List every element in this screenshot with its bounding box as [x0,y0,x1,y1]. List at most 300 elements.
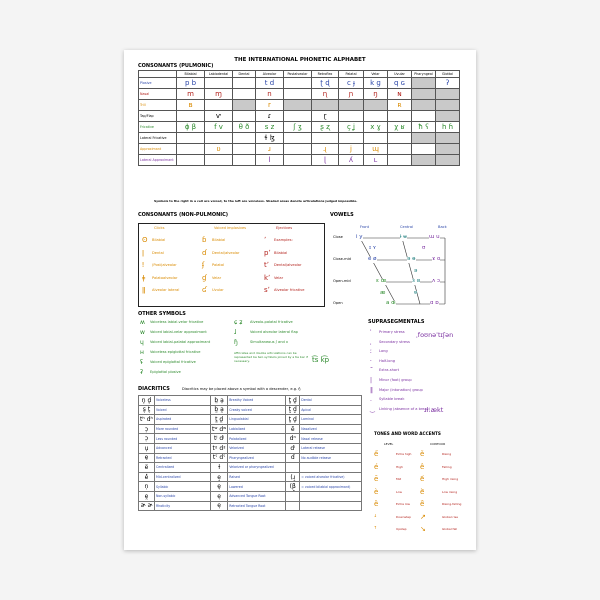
tie-bar-example: t͡s k͡p [312,356,330,364]
ipa-cell [233,155,256,166]
diacritic-label: Nasalized [300,424,362,434]
np-symbol: ǂ [142,273,146,282]
column-header: Velar [364,71,388,78]
np-col-head: Ejectives [276,226,293,230]
np-label: Palatal [212,263,225,267]
ipa-cell: ʎ [339,155,364,166]
diacritic-label: Pharyngealized [228,453,286,463]
diacritic-example: tˠ dˠ [211,443,228,453]
pulmonic-table [138,70,460,166]
tone-label: Rising-falling [442,502,462,506]
diacritic-label: Retracted [155,453,211,463]
diacritic-example: e̠ [139,453,155,463]
supra-label: Linking (absence of a break) [379,406,431,411]
ipa-cell: χ ʁ [388,122,412,133]
vowel-symbol: ɯ u [429,234,440,240]
supra-symbol: ˈ [370,329,372,336]
diacritic-row [139,472,362,482]
vowel-symbol: ɨ ʉ [400,234,407,240]
np-symbol: pʼ [264,248,271,257]
ipa-cell [205,133,233,144]
np-label: Uvular [212,288,224,292]
other-label: Voiced labial-palatal approximant [150,340,211,344]
diacritic-example: t̼ d̼ [211,415,228,425]
nonpulmonic-heading: CONSONANTS (NON-PULMONIC) [138,212,229,218]
other-heading: OTHER SYMBOLS [138,311,186,317]
other-label: Voiced epiglottal fricative [150,360,196,364]
diacritics-heading: DIACRITICS [138,386,170,392]
tone-label: Global fall [442,527,458,531]
column-header: Glottal [436,71,460,78]
np-label: Bilabial [152,238,166,242]
diacritic-example: s̬ t̬ [139,405,155,415]
np-symbol: ʄ [202,261,205,269]
np-label: Palatoalveolar [152,275,178,280]
other-symbol: ʢ [140,359,144,366]
diacritic-example: t̻ d̻ [286,415,300,425]
tone-symbol: ↘ [420,525,426,533]
other-label: Voiceless epiglottal fricative [150,350,201,354]
diacritics-table [138,395,362,511]
supra-label: Secondary stress [379,339,410,344]
ipa-cell: q ɢ [388,78,412,89]
supra-label: Minor (foot) group [379,378,412,382]
ipa-cell [233,78,256,89]
diacritic-example [286,463,300,473]
ipa-cell [412,111,436,122]
ipa-cell [284,155,312,166]
ipa-cell: ⱱ [205,111,233,122]
ipa-cell: m [177,89,205,100]
np-label: Velar [274,275,284,280]
ipa-cell [312,133,339,144]
ipa-cell [436,133,460,144]
diacritic-example: ɔ̜ [139,434,155,444]
vowel-symbol: i y [356,234,363,240]
column-header: Pharyngeal [412,71,436,78]
ipa-cell: ʀ [388,100,412,111]
ipa-cell [205,100,233,111]
ipa-cell [388,155,412,166]
diacritic-row [139,482,362,492]
pulmonic-row [139,78,460,89]
ipa-cell: ʔ [436,78,460,89]
ipa-cell: c ɟ [339,78,364,89]
np-symbol: ɠ [202,273,207,282]
tone-contour-head: CONTOUR [430,442,446,446]
vowel-symbol: ə [414,268,418,274]
tone-label: Falling [442,464,452,469]
tone-symbol: ꜛ [374,525,377,533]
vowel-symbol: ɛ œ [376,278,387,284]
diacritic-example: t̪ d̪ [286,396,300,406]
diacritic-example: e̙ [211,501,228,511]
vowel-symbol: ʌ ɔ [432,278,441,284]
diacritic-example: u̟ [139,443,155,453]
vowel-symbol: e ø [368,256,377,262]
diacritic-label: Velarized [228,443,286,453]
ipa-cell [312,100,339,111]
ipa-cell [388,111,412,122]
corner-cell [139,71,177,78]
tone-label: Low [396,489,402,494]
tone-symbol: è [374,487,379,496]
column-header: Bilabial [177,71,205,78]
vowel-row-label: Open-mid [333,279,351,283]
diacritic-label: Lateral release [300,443,362,453]
row-label: Approximant [139,144,177,155]
syllable-example: ɹi.ækt [424,406,444,414]
diacritic-example: (β̞ [286,482,300,492]
supra-symbol: | [370,377,373,384]
diacritic-label: Non-syllabic [155,491,211,501]
column-header: Palatal [339,71,364,78]
vowel-symbol: æ [380,290,386,296]
ipa-cell [412,89,436,100]
diacritic-example: t̺ d̺ [286,405,300,415]
vowel-symbol: ɜ ɞ [412,278,421,284]
diacritic-label: Aspirated [155,415,211,425]
tone-symbol: ꜜ [374,512,377,521]
ipa-cell [436,111,460,122]
diacritic-example [286,491,300,501]
ipa-cell: k ɡ [364,78,388,89]
ipa-cell [284,133,312,144]
diacritic-label: Palatalized [228,434,286,444]
ipa-cell [284,100,312,111]
ipa-cell [412,78,436,89]
ipa-cell [412,133,436,144]
diacritic-example: b̰ a̰ [211,405,228,415]
affricate-note: Affricates and double articulations can be represented be two symbols joined by a tie bar if necessary. [234,351,308,363]
diacritic-example: e̯ [139,491,155,501]
ipa-cell: ɸ β [177,122,205,133]
np-label: Dental [152,250,164,255]
np-label: Examples: [274,238,293,242]
diacritic-example: e̞ [211,482,228,492]
np-label: Bilabial [212,238,226,242]
diacritic-example: tʰ dʰ [140,415,153,423]
tone-label: Extra low [396,502,410,506]
pulmonic-note: Symbols to the right in a cell are voiced, to the left are voiceless. Shaded areas denote articulations judged impossible. [154,199,358,203]
chart-title: THE INTERNATIONAL PHONETIC ALPHABET [234,57,366,63]
ipa-cell: ɲ [339,89,364,100]
supra-label: Syllable break [379,397,405,402]
vowel-symbol: ɘ ɵ [407,256,416,262]
tone-label: Downstep [396,514,411,519]
ipa-cell [233,89,256,100]
row-label: Lateral Approximant [139,155,177,166]
np-symbol: kʼ [264,273,271,282]
column-header: Uvular [388,71,412,78]
ipa-cell: ɬ ɮ [256,133,284,144]
diacritic-example: ɫ [211,463,228,473]
tone-level-head: LEVEL [384,442,394,446]
tone-symbol: ȅ [374,500,379,508]
tone-label: Rising [442,452,452,456]
tone-label: High [396,464,403,469]
diacritic-label: Advanced Tongue Root [228,491,286,501]
diacritic-example: ẽ [286,424,300,434]
column-header: Postalveolar [284,71,312,78]
diacritic-example: n̥ d̥ [139,396,155,406]
diacritic-label: No audible release [300,453,362,463]
diacritic-label: Advanced [155,443,211,453]
ipa-cell: ʟ [364,155,388,166]
ipa-cell: j [339,144,364,155]
other-label: Voiced alveolar lateral flap [250,330,298,334]
diacritic-label: = voiced bilabial approximant) [300,482,362,492]
tone-label: Extra high [396,452,412,456]
ipa-cell: ɱ [205,89,233,100]
diacritic-example: (ɹ̝ [286,472,300,482]
np-label: Dental/alveolar [274,263,302,267]
tones-heading: TONES AND WORD ACCENTS [374,431,441,436]
diacritic-row [139,501,362,511]
np-symbol: ɗ [202,248,207,257]
diacritic-example: dˡ [286,443,300,453]
np-label: Bilabial [274,250,288,255]
ipa-cell [284,111,312,122]
np-symbol: sʼ [264,286,270,294]
pulmonic-heading: CONSONANTS (PULMONIC) [138,63,214,69]
tone-label: High rising [442,477,459,481]
diacritic-label [300,501,362,511]
diacritic-example: ɚ ɚ [139,501,155,511]
ipa-cell: ʈ ɖ [312,78,339,89]
tone-label: Global rise [442,514,458,519]
np-label: Dental/alveolar [212,250,240,255]
supra-symbol: ‿ [370,405,375,413]
other-symbol: ɕ ʑ [234,319,243,326]
np-label: Alveolar lateral [152,288,180,292]
diacritic-label: Breathy Voiced [228,396,286,406]
vowel-row-label: Close-mid [333,257,351,261]
other-symbol: ɧ [234,339,238,346]
ipa-cell [339,133,364,144]
pulmonic-row [139,144,460,155]
ipa-cell [436,144,460,155]
ipa-cell [205,78,233,89]
diacritic-example: tʲ dʲ [211,434,228,444]
supra-symbol: ː [370,348,373,356]
ipa-cell [364,100,388,111]
ipa-cell: ħ ʕ [412,122,436,133]
np-col-head: Voiced implosives [214,226,247,230]
diacritic-row [139,434,362,444]
ipa-cell [412,144,436,155]
ipa-cell [364,133,388,144]
column-header: Alveolar [256,71,284,78]
tone-symbol: e᷅ [420,487,425,496]
ipa-cell: n [256,89,284,100]
ipa-cell [233,100,256,111]
ipa-cell [388,144,412,155]
vowel-trapezium [330,222,465,312]
pulmonic-row [139,111,460,122]
ipa-cell: ɾ [256,111,284,122]
row-label: Nasal [139,89,177,100]
diacritic-row [139,453,362,463]
diacritic-example: ë [139,463,155,473]
diacritics-note: Diacritics may be placed above a symbol with a descender, e.g. ŋ̊ [182,387,301,391]
vowel-col-label: Front [360,225,370,229]
ipa-cell [233,111,256,122]
ipa-cell [436,155,460,166]
ipa-cell [177,133,205,144]
tone-label: Mid [396,477,402,481]
np-label: Alveolar fricative [274,288,305,292]
diacritic-label: Nasal release [300,434,362,444]
ipa-cell: ʂ ʐ [312,122,339,133]
supra-symbol: ˘ [370,367,373,375]
ipa-cell: ŋ [364,89,388,100]
other-symbol: ʜ [140,349,144,356]
diacritic-label: Laminal [300,415,362,425]
supra-label: Long [379,349,388,354]
diacritic-label: Voiced [155,405,211,415]
supra-heading: SUPRASEGMENTALS [368,319,425,325]
vowel-symbol: ʊ [422,245,426,251]
ipa-cell [284,78,312,89]
ipa-cell [177,111,205,122]
ipa-cell: r [256,100,284,111]
vowel-symbol: ɑ ɒ [430,300,439,306]
diacritic-row [139,463,362,473]
diacritic-label [300,463,362,473]
np-symbol: tʼ [264,261,269,269]
diacritic-label: Apical [300,405,362,415]
vowel-symbol: ɤ o [432,256,441,262]
ipa-cell: h ɦ [436,122,460,133]
diacritic-label: Labialized [228,424,286,434]
ipa-cell [412,100,436,111]
np-symbol: ʘ [142,236,148,244]
ipa-cell [412,155,436,166]
supra-symbol: ˌ [370,338,372,346]
other-label: Epiglottal plosive [150,370,181,374]
diacritic-label: Lowered [228,482,286,492]
diacritic-label: Retracted Tongue Root [228,501,286,511]
ipa-cell: ɭ [312,155,339,166]
other-label: Simultaneous ʃ and x [250,340,289,344]
ipa-cell: s z [256,122,284,133]
diacritic-example: b̤ a̤ [211,396,228,406]
tone-symbol: e᷈ [420,500,425,508]
diacritic-label: Centralized [155,463,211,473]
tone-symbol: é [374,462,379,471]
diacritic-example: e̝ [211,472,228,482]
other-symbol: ʍ [140,319,145,326]
supra-symbol: ‖ [370,386,373,394]
diacritic-example: tʷ dʷ [212,425,227,433]
ipa-cell: ʋ [205,144,233,155]
row-label: Trill [139,100,177,111]
ipa-cell: p b [177,78,205,89]
other-label: Alveolo-palatal fricative [250,320,293,324]
diacritic-row [139,424,362,434]
diacritic-label: Syllabic [155,482,211,492]
ipa-cell [436,100,460,111]
other-symbol: w [140,329,145,336]
row-label: Plosive [139,78,177,89]
np-symbol: ɓ [202,236,207,244]
column-header: Retroflex [312,71,339,78]
diacritic-row [139,491,362,501]
tone-symbol: ē [374,475,379,483]
np-symbol: ǃ [142,261,145,269]
diacritic-row [139,415,362,425]
column-header: Labiodental [205,71,233,78]
pulmonic-row [139,100,460,111]
diacritic-example: e̘ [211,491,228,501]
other-label: Voiceless labial-velar fricative [150,320,204,324]
other-label: Voiced labial-velar approximant [150,330,207,334]
ipa-cell [284,144,312,155]
np-symbol: ʼ [264,236,267,244]
vowel-symbol: ɐ [414,290,418,296]
supra-symbol: . [370,396,372,404]
other-symbol: ɥ [140,339,144,346]
ipa-cell [436,89,460,100]
ipa-cell [284,89,312,100]
diacritic-example: tˤ dˤ [211,453,228,463]
ipa-cell: ɽ [312,111,339,122]
diacritic-label: Linguolabial [228,415,286,425]
ipa-cell [177,155,205,166]
ipa-cell: θ ð [233,122,256,133]
np-label: Velar [212,275,222,280]
supra-label: Primary stress [379,330,405,334]
ipa-cell: ɹ [256,144,284,155]
row-label: Lateral Fricative [139,133,177,144]
vowel-col-label: Back [438,225,447,229]
pulmonic-row [139,89,460,100]
np-symbol: ǁ [142,286,146,294]
vowel-row-label: Open [333,301,343,305]
diacritic-example [286,501,300,511]
other-symbol: ɺ [234,329,237,336]
row-label: Fricative [139,122,177,133]
column-header: Dental [233,71,256,78]
tone-symbol: e᷄ [420,475,425,483]
np-label: (Post)alveolar [152,263,177,267]
diacritic-label: = voiced alveolar fricative) [300,472,362,482]
ipa-cell: f v [205,122,233,133]
ipa-cell: ɳ [312,89,339,100]
diacritic-example: ɔ̹ [139,424,155,434]
ipa-cell [205,155,233,166]
supra-label: Major (intonation) group [379,387,423,392]
ipa-cell [339,100,364,111]
tone-symbol: ě [420,450,425,458]
supra-label: Extra-short [379,368,400,373]
ipa-cell: ɻ [312,144,339,155]
ipa-cell: t d [256,78,284,89]
ipa-cell [233,144,256,155]
ipa-cell: ɴ [388,89,412,100]
vowel-col-label: Central [400,225,414,229]
ipa-cell: ʙ [177,100,205,111]
tone-symbol: e̋ [374,450,379,458]
ipa-cell [233,133,256,144]
other-symbol: ʡ [140,369,144,376]
ipa-chart-page [124,50,476,550]
vowel-symbol: ɪ ʏ [369,245,377,251]
vowel-row-label: Close [333,235,343,239]
diacritic-row [139,396,362,406]
ipa-cell: ç ʝ [339,122,364,133]
